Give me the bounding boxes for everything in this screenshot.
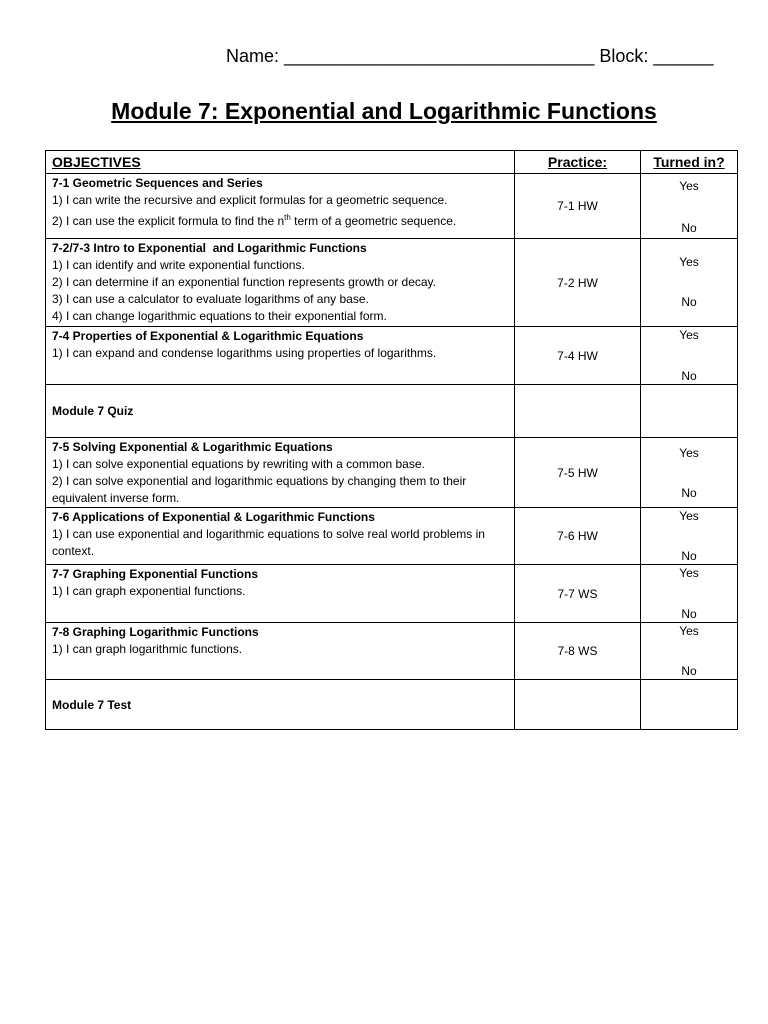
table-row — [46, 508, 738, 565]
table-row — [46, 239, 738, 327]
page-title: Module 7: Exponential and Logarithmic Functions — [111, 98, 657, 124]
practice-cell — [515, 385, 641, 438]
objectives-header: OBJECTIVES — [46, 151, 515, 174]
table-row — [46, 680, 738, 730]
objective-line: 2) I can solve exponential and logarithmic equations by changing them to their equivalent inverse form. — [52, 474, 467, 505]
objective-line: 3) I can use a calculator to evaluate logarithms of any base. — [52, 292, 369, 306]
practice-cell: 7-6 HW — [515, 508, 641, 565]
block-field-label[interactable]: Block: ______ — [599, 46, 714, 66]
practice-cell: 7-1 HW — [515, 174, 641, 239]
section-title: 7-4 Properties of Exponential & Logarithmic Equations — [52, 329, 364, 343]
objective-line: 1) I can expand and condense logarithms using properties of logarithms. — [52, 346, 437, 360]
table-row — [46, 623, 738, 680]
name-block-line — [226, 46, 713, 67]
turned-in-header: Turned in? — [641, 151, 738, 174]
table-row — [46, 438, 738, 508]
practice-cell: 7-5 HW — [515, 438, 641, 508]
objectives-table — [45, 150, 738, 730]
section-title: 7-8 Graphing Logarithmic Functions — [52, 625, 259, 639]
objective-line: 1) I can write the recursive and explicit formulas for a geometric sequence. — [52, 193, 448, 207]
practice-cell: 7-4 HW — [515, 327, 641, 385]
objective-line: 1) I can solve exponential equations by rewriting with a common base. — [52, 457, 425, 471]
turned-in-cell[interactable] — [641, 623, 738, 680]
table-row — [46, 174, 738, 239]
objective-cell — [46, 565, 515, 623]
turned-in-cell[interactable] — [641, 174, 738, 239]
yes-option[interactable]: Yes — [679, 179, 699, 193]
objective-cell — [46, 623, 515, 680]
turned-in-cell[interactable] — [641, 438, 738, 508]
objective-line: 2) I can determine if an exponential function represents growth or decay. — [52, 275, 436, 289]
turned-in-cell[interactable] — [641, 565, 738, 623]
no-option[interactable]: No — [681, 295, 697, 309]
yes-option[interactable]: Yes — [679, 509, 699, 523]
practice-cell: 7-7 WS — [515, 565, 641, 623]
objective-cell — [46, 438, 515, 508]
no-option[interactable]: No — [681, 664, 697, 678]
no-option[interactable]: No — [681, 221, 697, 235]
objective-cell — [46, 174, 515, 239]
module-test-label: Module 7 Test — [46, 680, 515, 730]
objective-line: 4) I can change logarithmic equations to their exponential form. — [52, 309, 387, 323]
practice-cell: 7-2 HW — [515, 239, 641, 327]
section-title: 7-7 Graphing Exponential Functions — [52, 567, 259, 581]
objective-line: 2) I can use the explicit formula to find the $n^{th}$ term of a geometric sequence. — [52, 213, 457, 228]
section-title: 7-1 Geometric Sequences and Series — [52, 176, 263, 190]
section-title: 7-5 Solving Exponential & Logarithmic Equations — [52, 440, 333, 454]
turned-in-cell[interactable] — [641, 508, 738, 565]
yes-option[interactable]: Yes — [679, 446, 699, 460]
no-option[interactable]: No — [681, 486, 697, 500]
turned-in-cell[interactable] — [641, 680, 738, 730]
no-option[interactable]: No — [681, 369, 697, 383]
yes-option[interactable]: Yes — [679, 624, 699, 638]
no-option[interactable]: No — [681, 549, 697, 563]
table-header-row — [46, 151, 738, 174]
turned-in-cell[interactable] — [641, 327, 738, 385]
objective-cell — [46, 508, 515, 565]
objective-line: 1) I can identify and write exponential functions. — [52, 258, 305, 272]
name-field-label[interactable]: Name: _______________________________ — [226, 46, 595, 66]
objective-line: 1) I can use exponential and logarithmic equations to solve real world problems in context. — [52, 527, 485, 558]
section-title: 7-2/7-3 Intro to Exponential and Logarithmic Functions — [52, 241, 367, 255]
turned-in-cell[interactable] — [641, 239, 738, 327]
table-row — [46, 565, 738, 623]
practice-cell — [515, 680, 641, 730]
table-row — [46, 385, 738, 438]
practice-header: Practice: — [515, 151, 641, 174]
table-row — [46, 327, 738, 385]
section-title: 7-6 Applications of Exponential & Logarithmic Functions — [52, 510, 375, 524]
practice-cell: 7-8 WS — [515, 623, 641, 680]
no-option[interactable]: No — [681, 607, 697, 621]
yes-option[interactable]: Yes — [679, 255, 699, 269]
objective-cell — [46, 239, 515, 327]
yes-option[interactable]: Yes — [679, 328, 699, 342]
module-quiz-label: Module 7 Quiz — [46, 385, 515, 438]
turned-in-cell[interactable] — [641, 385, 738, 438]
objective-line: 1) I can graph exponential functions. — [52, 584, 246, 598]
objective-cell — [46, 327, 515, 385]
objective-line: 1) I can graph logarithmic functions. — [52, 642, 243, 656]
yes-option[interactable]: Yes — [679, 566, 699, 580]
